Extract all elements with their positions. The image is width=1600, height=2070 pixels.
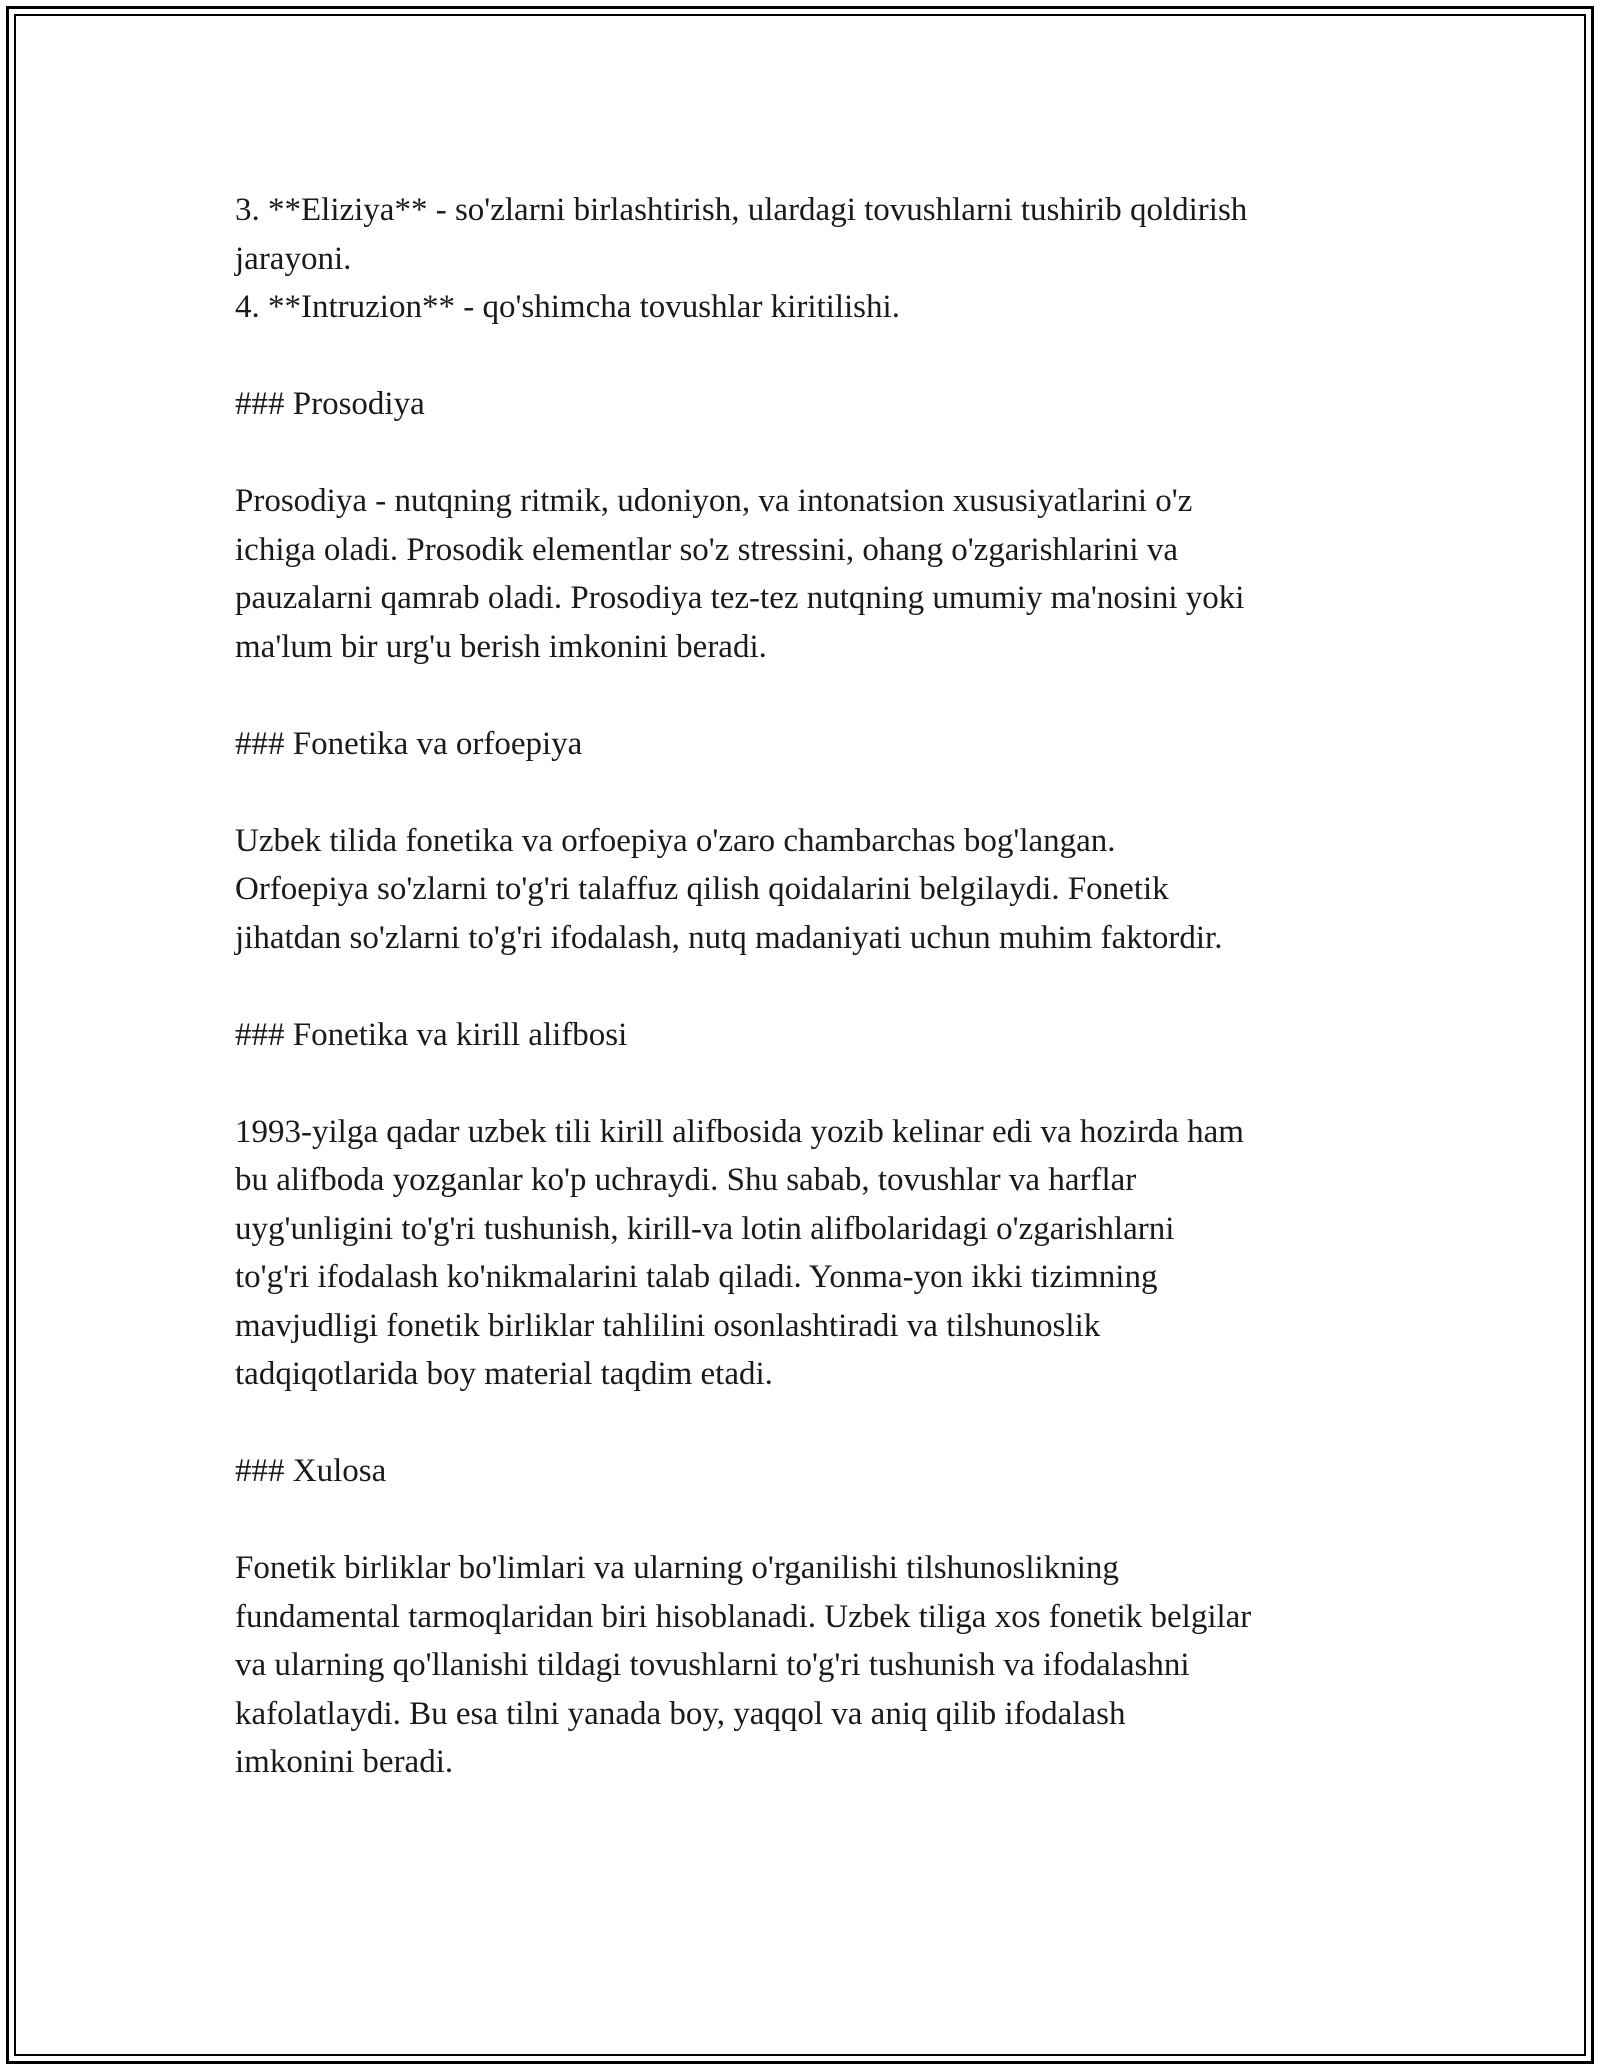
text-line: jarayoni. [235,240,352,277]
text-line: 1993-yilga qadar uzbek tili kirill alifbosida yozib kelinar edi va hozirda ham [235,1113,1244,1150]
paragraph-gap [235,768,1375,817]
text-line: ### Prosodiya [235,386,425,422]
text-line: Uzbek tilida fonetika va orfoepiya o'zaro chambarchas bog'langan. [235,822,1116,859]
text-line: ### Fonetika va orfoepiya [235,725,583,762]
paragraph-gap [235,671,1375,720]
text-line: Orfoepiya so'zlarni to'g'ri talaffuz qilish qoidalarini belgilaydi. Fonetik [235,871,1169,907]
text-line: tadqiqotlarida boy material taqdim etadi. [235,1356,773,1392]
paragraph [235,1108,1375,1399]
paragraph [235,1544,1375,1787]
paragraph-gap [235,429,1375,478]
list-block [235,186,1375,332]
text-line: fundamental tarmoqlaridan biri hisoblanadi. Uzbek tiliga xos fonetik belgilar [235,1598,1252,1635]
paragraph [235,477,1375,671]
text-line: jihatdan so'zlarni to'g'ri ifodalash, nutq madaniyati uchun muhim faktordir. [235,919,1223,956]
paragraph-gap [235,1496,1375,1545]
text-line: imkonini beradi. [235,1744,454,1780]
section-heading [235,380,1375,429]
text-line: pauzalarni qamrab oladi. Prosodiya tez-tez nutqning umumiy ma'nosini yoki [235,580,1245,616]
text-line: Fonetik birliklar bo'limlari va ularning o'rganilishi tilshunoslikning [235,1550,1119,1586]
paragraph-gap [235,332,1375,381]
section-heading [235,1447,1375,1496]
text-line: Prosodiya - nutqning ritmik, udoniyon, va intonatsion xususiyatlarini o'z [235,483,1193,519]
paragraph [235,817,1375,963]
text-line: 3. **Eliziya** - so'zlarni birlashtirish, ulardagi tovushlarni tushirib qoldirish [235,192,1248,228]
text-line: to'g'ri ifodalash ko'nikmalarini talab qiladi. Yonma-yon ikki tizimning [235,1259,1158,1295]
text-line: 4. **Intruzion** - qo'shimcha tovushlar kiritilishi. [235,289,900,325]
text-line: ### Fonetika va kirill alifbosi [235,1016,628,1053]
text-line: bu alifboda yozganlar ko'p uchraydi. Shu sabab, tovushlar va harflar [235,1162,1137,1198]
paragraph-gap [235,1399,1375,1448]
text-line: ma'lum bir urg'u berish imkonini beradi. [235,628,767,665]
section-heading [235,1011,1375,1060]
text-line: mavjudligi fonetik birliklar tahlilini osonlashtiradi va tilshunoslik [235,1307,1101,1344]
text-line: uyg'unligini to'g'ri tushunish, kirill-va lotin alifbolaridagi o'zgarishlarni [235,1210,1175,1247]
text-line: va ularning qo'llanishi tildagi tovushlarni to'g'ri tushunish va ifodalashni [235,1647,1190,1683]
paragraph-gap [235,962,1375,1011]
document-body [235,186,1375,1787]
section-heading [235,720,1375,769]
paragraph-gap [235,1059,1375,1108]
text-line: ichiga oladi. Prosodik elementlar so'z stressini, ohang o'zgarishlarini va [235,531,1178,568]
text-line: ### Xulosa [235,1453,387,1489]
text-line: kafolatlaydi. Bu esa tilni yanada boy, yaqqol va aniq qilib ifodalash [235,1695,1126,1732]
